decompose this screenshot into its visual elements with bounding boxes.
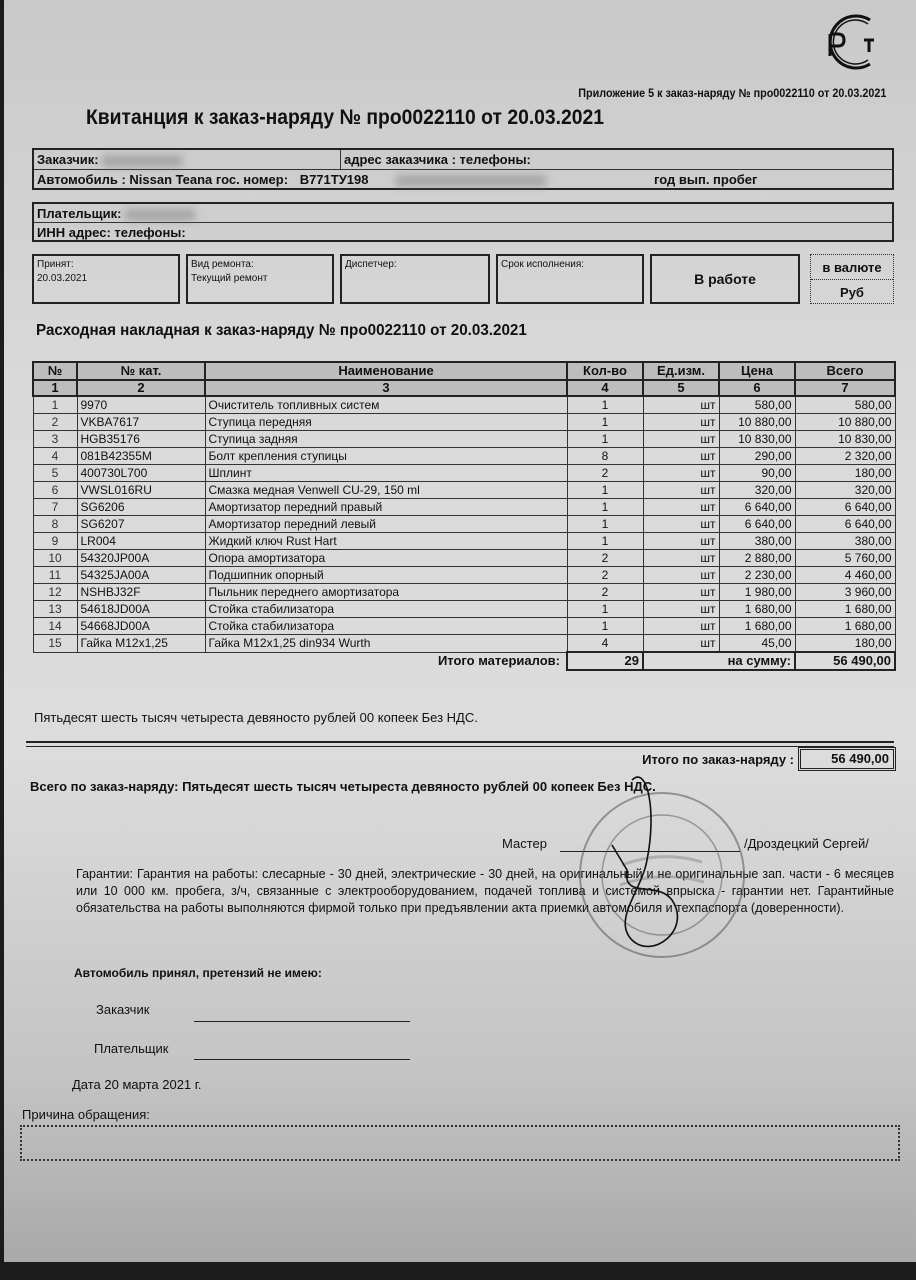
unit: шт: [643, 584, 719, 601]
row-number: 12: [33, 584, 77, 601]
unit: шт: [643, 516, 719, 533]
table-row: [33, 499, 895, 516]
item-name: Амортизатор передний правый: [205, 499, 567, 516]
quantity: 8: [567, 448, 643, 465]
item-name: Очиститель топливных систем: [205, 396, 567, 414]
line-total: 10 830,00: [795, 431, 895, 448]
payer-signature-label: Плательщик: [94, 1041, 169, 1056]
line-total: 6 640,00: [795, 499, 895, 516]
table-row: [33, 584, 895, 601]
status-text: В работе: [694, 271, 756, 287]
item-name: Смазка медная Venwell CU-29, 150 ml: [205, 482, 567, 499]
price: 320,00: [719, 482, 795, 499]
unit: шт: [643, 550, 719, 567]
price: 6 640,00: [719, 499, 795, 516]
document-title: Квитанция к заказ-наряду № про0022110 от 20.03.2021: [86, 106, 605, 129]
master-label: Мастер: [502, 836, 547, 851]
unit: шт: [643, 601, 719, 618]
info-box-label: Принят:: [37, 259, 74, 270]
master-name: /Дроздецкий Сергей/: [744, 836, 869, 851]
line-total: 180,00: [795, 635, 895, 653]
column-header: Ед.изм.: [643, 362, 719, 380]
price: 580,00: [719, 396, 795, 414]
column-header: Наименование: [205, 362, 567, 380]
acceptance-heading: Автомобиль принял, претензий не имею:: [74, 966, 322, 980]
unit: шт: [643, 448, 719, 465]
price: 6 640,00: [719, 516, 795, 533]
price: 10 830,00: [719, 431, 795, 448]
quantity: 1: [567, 482, 643, 499]
currency-label: в валюте: [811, 255, 893, 280]
car-label: Автомобиль : Nissan Teana гос. номер:: [37, 172, 289, 187]
unit: шт: [643, 567, 719, 584]
price: 290,00: [719, 448, 795, 465]
redacted-payer-name: [125, 209, 195, 221]
table-row: [33, 618, 895, 635]
car-field: [37, 172, 546, 187]
item-name: Ступица задняя: [205, 431, 567, 448]
catalog-number: 54668JD00A: [77, 618, 205, 635]
info-box-label: Диспетчер:: [345, 259, 397, 270]
column-header: №: [33, 362, 77, 380]
master-signature-line: [560, 851, 740, 852]
item-name: Болт крепления ступицы: [205, 448, 567, 465]
item-name: Пыльник переднего амортизатора: [205, 584, 567, 601]
row-number: 9: [33, 533, 77, 550]
price: 90,00: [719, 465, 795, 482]
sum-in-words: Пятьдесят шесть тысяч четыреста девяносто рублей 00 копеек Без НДС.: [34, 710, 478, 725]
row-number: 2: [33, 414, 77, 431]
document-page: [4, 0, 916, 1262]
quantity: 2: [567, 465, 643, 482]
unit: шт: [643, 396, 719, 414]
items-table: [32, 361, 896, 671]
line-total: 5 760,00: [795, 550, 895, 567]
row-number: 14: [33, 618, 77, 635]
invoice-title: Расходная накладная к заказ-наряду № про0022110 от 20.03.2021: [36, 322, 527, 339]
catalog-number: 9970: [77, 396, 205, 414]
line-total: 3 960,00: [795, 584, 895, 601]
reason-box: [20, 1125, 900, 1161]
info-box-accepted: [32, 254, 180, 304]
catalog-number: VWSL016RU: [77, 482, 205, 499]
status-badge: [650, 254, 800, 304]
price: 2 880,00: [719, 550, 795, 567]
row-number: 13: [33, 601, 77, 618]
grand-total-label: Итого по заказ-наряду :: [642, 752, 794, 767]
table-body: [33, 396, 895, 652]
redacted-vin: [396, 175, 546, 187]
column-number-row: [33, 380, 895, 396]
table-row: [33, 482, 895, 499]
catalog-number: VKBA7617: [77, 414, 205, 431]
row-number: 4: [33, 448, 77, 465]
item-name: Амортизатор передний левый: [205, 516, 567, 533]
row-number: 6: [33, 482, 77, 499]
table-row: [33, 396, 895, 414]
table-row: [33, 516, 895, 533]
column-header: Цена: [719, 362, 795, 380]
item-name: Жидкий ключ Rust Hart: [205, 533, 567, 550]
info-box-value: 20.03.2021: [37, 273, 88, 284]
unit: шт: [643, 618, 719, 635]
column-number: 1: [33, 380, 77, 396]
column-header: Всего: [795, 362, 895, 380]
payer-signature-line: [194, 1059, 410, 1060]
currency-box: [810, 254, 894, 304]
row-number: 1: [33, 396, 77, 414]
price: 1 680,00: [719, 618, 795, 635]
total-sum-label: на сумму:: [643, 652, 795, 670]
price: 1 680,00: [719, 601, 795, 618]
license-plate: В771ТУ198: [299, 172, 369, 187]
row-number: 11: [33, 567, 77, 584]
item-name: Опора амортизатора: [205, 550, 567, 567]
catalog-number: 081B42355M: [77, 448, 205, 465]
item-name: Стойка стабилизатора: [205, 601, 567, 618]
unit: шт: [643, 533, 719, 550]
total-sum-value: 56 490,00: [795, 652, 895, 670]
divider: [26, 741, 894, 747]
total-quantity: 29: [567, 652, 643, 670]
customer-address-phone-label: адрес заказчика : телефоны:: [344, 152, 531, 167]
price: 380,00: [719, 533, 795, 550]
item-name: Стойка стабилизатора: [205, 618, 567, 635]
catalog-number: Гайка M12x1,25: [77, 635, 205, 653]
price: 45,00: [719, 635, 795, 653]
line-total: 180,00: [795, 465, 895, 482]
info-box-value: Текущий ремонт: [191, 273, 268, 284]
acceptance-date: Дата 20 марта 2021 г.: [72, 1077, 202, 1092]
table-row: [33, 550, 895, 567]
column-header: Кол-во: [567, 362, 643, 380]
row-number: 8: [33, 516, 77, 533]
table-row: [33, 635, 895, 653]
quantity: 1: [567, 396, 643, 414]
unit: шт: [643, 414, 719, 431]
column-number: 6: [719, 380, 795, 396]
line-total: 580,00: [795, 396, 895, 414]
row-number: 7: [33, 499, 77, 516]
customer-label: Заказчик:: [37, 152, 99, 167]
table-row: [33, 567, 895, 584]
rst-certification-logo: [812, 12, 892, 72]
redacted-customer-name: [102, 155, 182, 167]
customer-signature-line: [194, 1021, 410, 1022]
catalog-number: NSHBJ32F: [77, 584, 205, 601]
catalog-number: 400730L700: [77, 465, 205, 482]
info-box-repair-type: [186, 254, 334, 304]
item-name: Шплинт: [205, 465, 567, 482]
line-total: 6 640,00: [795, 516, 895, 533]
column-header: № кат.: [77, 362, 205, 380]
warranty-terms: Гарантии: Гарантия на работы: слесарные - 30 дней, электрические - 30 дней, на оригинальный и не оригинальные зап. части - 6 месяцев или 10 000 км. пробега, з/ч, связанные с электрооборудованием, подачей топлива и системой впрыска - гарантии нет. Гарантийные обязательства на работы выполняются фирмой только при предъявлении акта приемки автомобиля и техпаспорта (доверенности).: [76, 867, 894, 915]
table-row: [33, 533, 895, 550]
item-name: Ступица передняя: [205, 414, 567, 431]
payer-details-label: ИНН адрес: телефоны:: [37, 225, 186, 240]
table-row: [33, 414, 895, 431]
total-materials-label: Итого материалов:: [437, 653, 560, 669]
line-total: 1 680,00: [795, 618, 895, 635]
quantity: 1: [567, 431, 643, 448]
customer-signature-label: Заказчик: [96, 1002, 150, 1017]
info-box-label: Вид ремонта:: [191, 259, 254, 270]
column-number: 3: [205, 380, 567, 396]
quantity: 1: [567, 533, 643, 550]
table-header-row: [33, 362, 895, 380]
column-number: 5: [643, 380, 719, 396]
item-name: Подшипник опорный: [205, 567, 567, 584]
catalog-number: LR004: [77, 533, 205, 550]
year-mileage-label: год вып. пробег: [654, 172, 758, 187]
quantity: 1: [567, 516, 643, 533]
quantity: 2: [567, 550, 643, 567]
line-total: 10 880,00: [795, 414, 895, 431]
currency-value: Руб: [840, 284, 864, 300]
unit: шт: [643, 482, 719, 499]
customer-block: [32, 148, 894, 190]
quantity: 2: [567, 584, 643, 601]
catalog-number: 54320JP00A: [77, 550, 205, 567]
customer-field: [37, 152, 182, 167]
item-name: Гайка M12x1,25 din934 Wurth: [205, 635, 567, 653]
quantity: 1: [567, 618, 643, 635]
grand-total-value: 56 490,00: [798, 747, 896, 771]
payer-block: [32, 202, 894, 242]
payer-field: [37, 206, 195, 221]
table-row: [33, 431, 895, 448]
price: 10 880,00: [719, 414, 795, 431]
column-number: 7: [795, 380, 895, 396]
info-box-deadline: [496, 254, 644, 304]
quantity: 1: [567, 499, 643, 516]
table-row: [33, 448, 895, 465]
line-total: 380,00: [795, 533, 895, 550]
payer-label: Плательщик:: [37, 206, 122, 221]
catalog-number: SG6207: [77, 516, 205, 533]
info-box-dispatcher: [340, 254, 490, 304]
column-number: 4: [567, 380, 643, 396]
catalog-number: HGB35176: [77, 431, 205, 448]
unit: шт: [643, 499, 719, 516]
line-total: 2 320,00: [795, 448, 895, 465]
signature: [612, 777, 677, 946]
row-number: 3: [33, 431, 77, 448]
table-row: [33, 601, 895, 618]
catalog-number: SG6206: [77, 499, 205, 516]
row-number: 10: [33, 550, 77, 567]
reason-label: Причина обращения:: [22, 1107, 150, 1122]
unit: шт: [643, 431, 719, 448]
price: 2 230,00: [719, 567, 795, 584]
table-total-row: [33, 652, 895, 670]
row-number: 15: [33, 635, 77, 653]
unit: шт: [643, 465, 719, 482]
table-row: [33, 465, 895, 482]
quantity: 1: [567, 414, 643, 431]
line-total: 4 460,00: [795, 567, 895, 584]
quantity: 2: [567, 567, 643, 584]
appendix-note: Приложение 5 к заказ-наряду № про0022110 от 20.03.2021: [577, 86, 886, 100]
line-total: 320,00: [795, 482, 895, 499]
line-total: 1 680,00: [795, 601, 895, 618]
column-number: 2: [77, 380, 205, 396]
quantity: 4: [567, 635, 643, 653]
catalog-number: 54325JA00A: [77, 567, 205, 584]
unit: шт: [643, 635, 719, 653]
price: 1 980,00: [719, 584, 795, 601]
quantity: 1: [567, 601, 643, 618]
info-box-label: Срок исполнения:: [501, 259, 585, 270]
grand-total-in-words: Всего по заказ-наряду: Пятьдесят шесть тысяч четыреста девяносто рублей 00 копеек Без НДС.: [30, 779, 656, 794]
catalog-number: 54618JD00A: [77, 601, 205, 618]
row-number: 5: [33, 465, 77, 482]
